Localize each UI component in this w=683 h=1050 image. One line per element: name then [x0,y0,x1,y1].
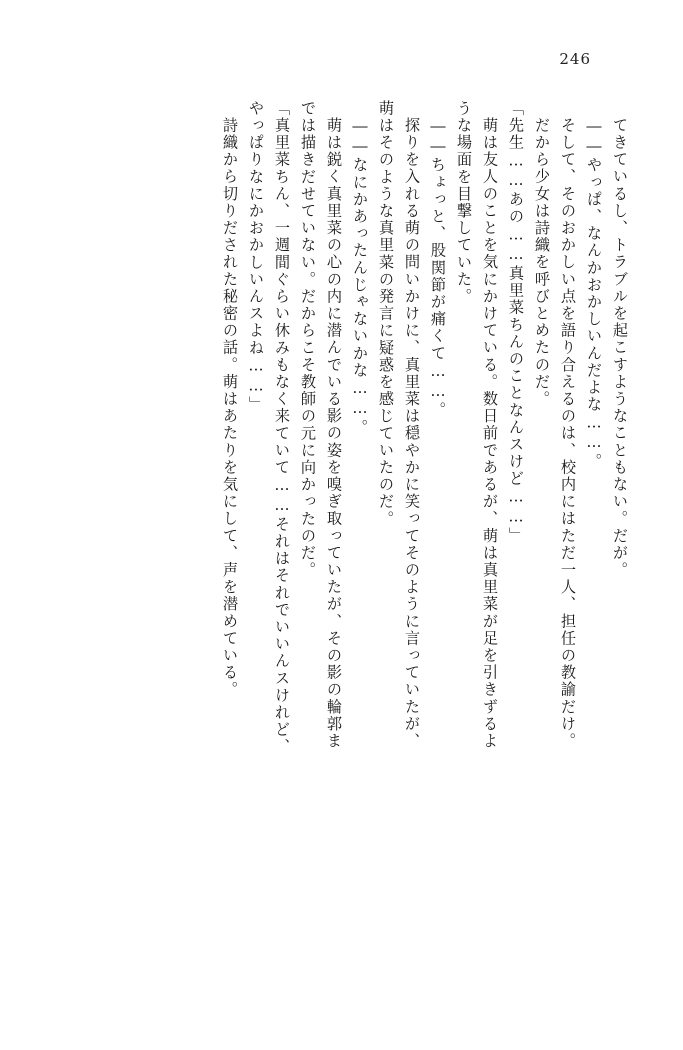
text-line: 詩織から切りだされた秘密の話。萌はあたりを気にして、声を潜めている。 [221,117,239,699]
text-line: そして、そのおかしい点を語り合えるのは、校内にはただ一人、担任の教諭だけ。 [559,117,577,750]
text-line: 「真里菜ちん、一週間ぐらい休みもなく来ていて……それはそれでいいんスけれど、 [273,100,291,756]
vertical-text-body [56,100,627,980]
text-line: てきているし、トラブルを起こすようなこともない。だが。 [611,117,629,579]
page-number: 246 [559,50,591,68]
text-line: 萌はそのような真里菜の発言に疑惑を感じていたのだ。 [377,100,395,528]
text-line: うな場面を目撃していた。 [455,100,473,306]
text-line: やっぱりなにかおかしいんスよね……」 [247,100,265,414]
text-line: 萌は鋭く真里菜の心の内に潜んでいる影の姿を嗅ぎ取っていたが、その影の輪郭ま [325,117,343,750]
text-line: 「先生……あの……真里菜ちんのことなんスけど……」 [507,100,525,545]
text-line: ――やっぱ、なんかおかしいんだよな……。 [585,117,603,471]
text-line: ――なにかあったんじゃないかな……。 [351,117,369,436]
text-line: ――ちょっと、股関節が痛くて……。 [429,117,447,419]
text-line: 萌は友人のことを気にかけている。数日前であるが、萌は真里菜が足を引きずるよ [481,117,499,750]
text-line: 探りを入れる萌の問いかけに、真里菜は穏やかに笑ってそのように言っていたが、 [403,117,421,750]
text-line: だから少女は詩織を呼びとめたのだ。 [533,117,551,408]
text-line: では描きだせていない。だからこそ教師の元に向かったのだ。 [299,100,317,579]
